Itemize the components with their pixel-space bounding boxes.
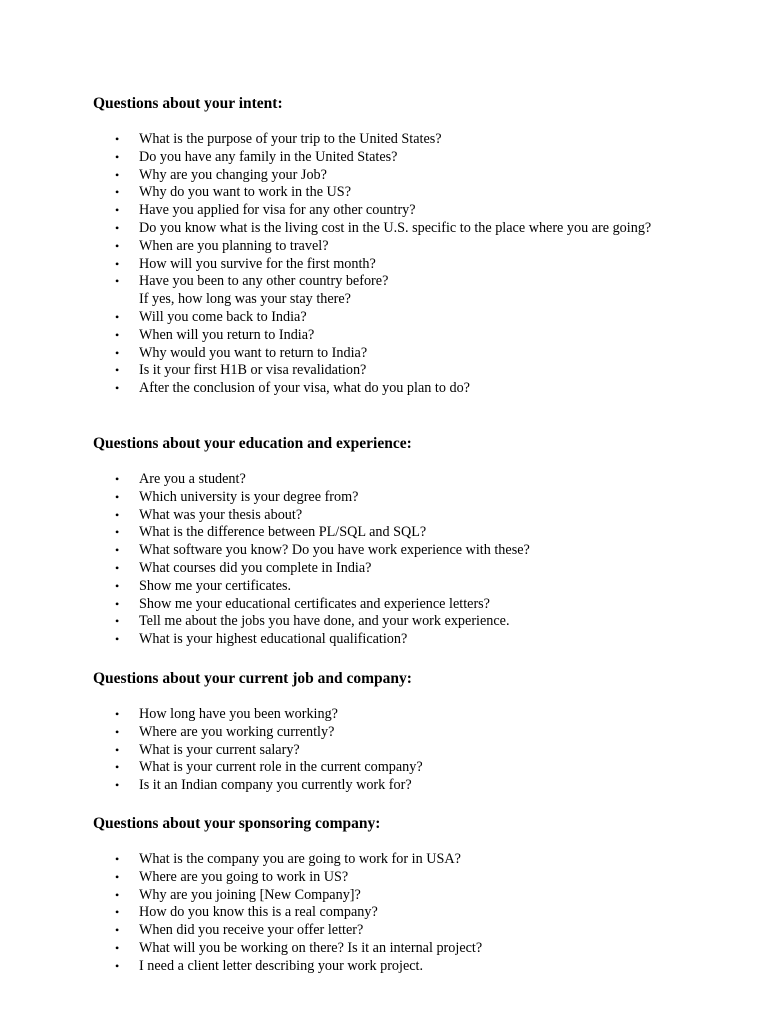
bullet-icon: •: [115, 309, 120, 324]
question-list: [93, 471, 674, 649]
list-item: • Is it your first H1B or visa revalidation?: [115, 362, 367, 379]
bullet-icon: •: [115, 327, 120, 342]
list-item: • When will you return to India?: [115, 326, 315, 343]
bullet-icon: •: [115, 345, 120, 360]
list-item: • How do you know this is a real company?: [115, 904, 378, 921]
list-item: • Do you have any family in the United States?: [115, 148, 398, 165]
list-item: • Is it an Indian company you currently work for?: [115, 777, 412, 794]
bullet-icon: •: [115, 381, 120, 396]
list-item-continuation: If yes, how long was your stay there?: [139, 291, 351, 308]
bullet-icon: •: [115, 132, 120, 146]
question-list: [93, 706, 674, 795]
list-item: • Show me your educational certificates and experience letters?: [115, 595, 490, 612]
bullet-icon: •: [115, 185, 120, 200]
bullet-icon: •: [115, 149, 120, 164]
bullet-icon: •: [115, 203, 120, 218]
bullet-icon: •: [115, 632, 120, 647]
bullet-icon: •: [115, 905, 120, 920]
bullet-icon: •: [115, 560, 120, 575]
section-education: [93, 435, 693, 648]
bullet-icon: •: [115, 543, 120, 558]
bullet-icon: •: [115, 869, 120, 884]
list-item: • Where are you going to work in US?: [115, 868, 349, 885]
list-item: • Why are you changing your Job?: [115, 166, 327, 183]
list-item: • Why are you joining [New Company]?: [115, 886, 361, 903]
list-item: • How long have you been working?: [115, 706, 338, 722]
bullet-icon: •: [115, 256, 120, 271]
section-sponsoring-company: [93, 815, 693, 974]
list-item: • Where are you working currently?: [115, 723, 335, 740]
section-current-job: [93, 670, 693, 794]
list-item: • What is your current salary?: [115, 741, 300, 758]
question-list: [93, 131, 674, 398]
question-list: [93, 851, 674, 976]
list-item: • Have you been to any other country before? If yes, how long was your stay there?: [93, 273, 674, 309]
list-item: • Have you applied for visa for any other country?: [115, 202, 416, 219]
list-item: • What software you know? Do you have work experience with these?: [115, 542, 530, 559]
list-item: • What is the purpose of your trip to the United States?: [115, 131, 442, 147]
list-item: • What is your highest educational qualification?: [115, 631, 408, 648]
list-item: • How will you survive for the first month?: [115, 255, 376, 272]
bullet-icon: •: [115, 525, 120, 540]
list-item: • What courses did you complete in India?: [115, 559, 372, 576]
list-item: • Why would you want to return to India?: [115, 344, 368, 361]
bullet-icon: •: [115, 596, 120, 611]
bullet-icon: •: [115, 363, 120, 378]
list-item: • What was your thesis about?: [115, 506, 303, 523]
bullet-icon: •: [115, 614, 120, 629]
list-item: • What will you be working on there? Is it an internal project?: [115, 939, 483, 956]
bullet-icon: •: [115, 578, 120, 593]
list-item: • What is the difference between PL/SQL and SQL?: [115, 524, 427, 541]
list-item: • Show me your certificates.: [115, 577, 292, 594]
bullet-icon: •: [115, 724, 120, 739]
section-heading: Questions about your sponsoring company:: [93, 815, 381, 832]
bullet-icon: •: [115, 742, 120, 757]
section-heading: Questions about your current job and company:: [93, 670, 412, 687]
bullet-icon: •: [115, 220, 120, 235]
section-heading: Questions about your intent:: [93, 95, 283, 112]
bullet-icon: •: [115, 852, 120, 866]
list-item: • Will you come back to India?: [115, 308, 307, 325]
bullet-icon: •: [115, 760, 120, 775]
list-item: • Do you know what is the living cost in the U.S. specific to the place where you are going?: [115, 219, 652, 236]
bullet-icon: •: [115, 274, 120, 289]
list-item: • What is your current role in the current company?: [115, 759, 423, 776]
bullet-icon: •: [115, 167, 120, 182]
bullet-icon: •: [115, 489, 120, 504]
bullet-icon: •: [115, 778, 120, 793]
bullet-icon: •: [115, 940, 120, 955]
list-item: • Why do you want to work in the US?: [115, 184, 351, 201]
list-item: • I need a client letter describing your work project.: [115, 957, 424, 974]
bullet-icon: •: [115, 472, 120, 486]
section-intent: [93, 95, 693, 397]
list-item: • When are you planning to travel?: [115, 237, 329, 254]
bullet-icon: •: [115, 707, 120, 721]
list-item: • When did you receive your offer letter?: [115, 922, 364, 939]
bullet-icon: •: [115, 958, 120, 973]
bullet-icon: •: [115, 923, 120, 938]
bullet-icon: •: [115, 887, 120, 902]
list-item: • Which university is your degree from?: [115, 488, 359, 505]
section-heading: Questions about your education and experience:: [93, 435, 412, 452]
list-item: • After the conclusion of your visa, what do you plan to do?: [115, 380, 470, 397]
list-item: • Tell me about the jobs you have done, and your work experience.: [115, 613, 510, 630]
bullet-icon: •: [115, 507, 120, 522]
bullet-icon: •: [115, 238, 120, 253]
list-item: • Are you a student?: [115, 471, 246, 487]
list-item: • What is the company you are going to work for in USA?: [115, 851, 461, 867]
